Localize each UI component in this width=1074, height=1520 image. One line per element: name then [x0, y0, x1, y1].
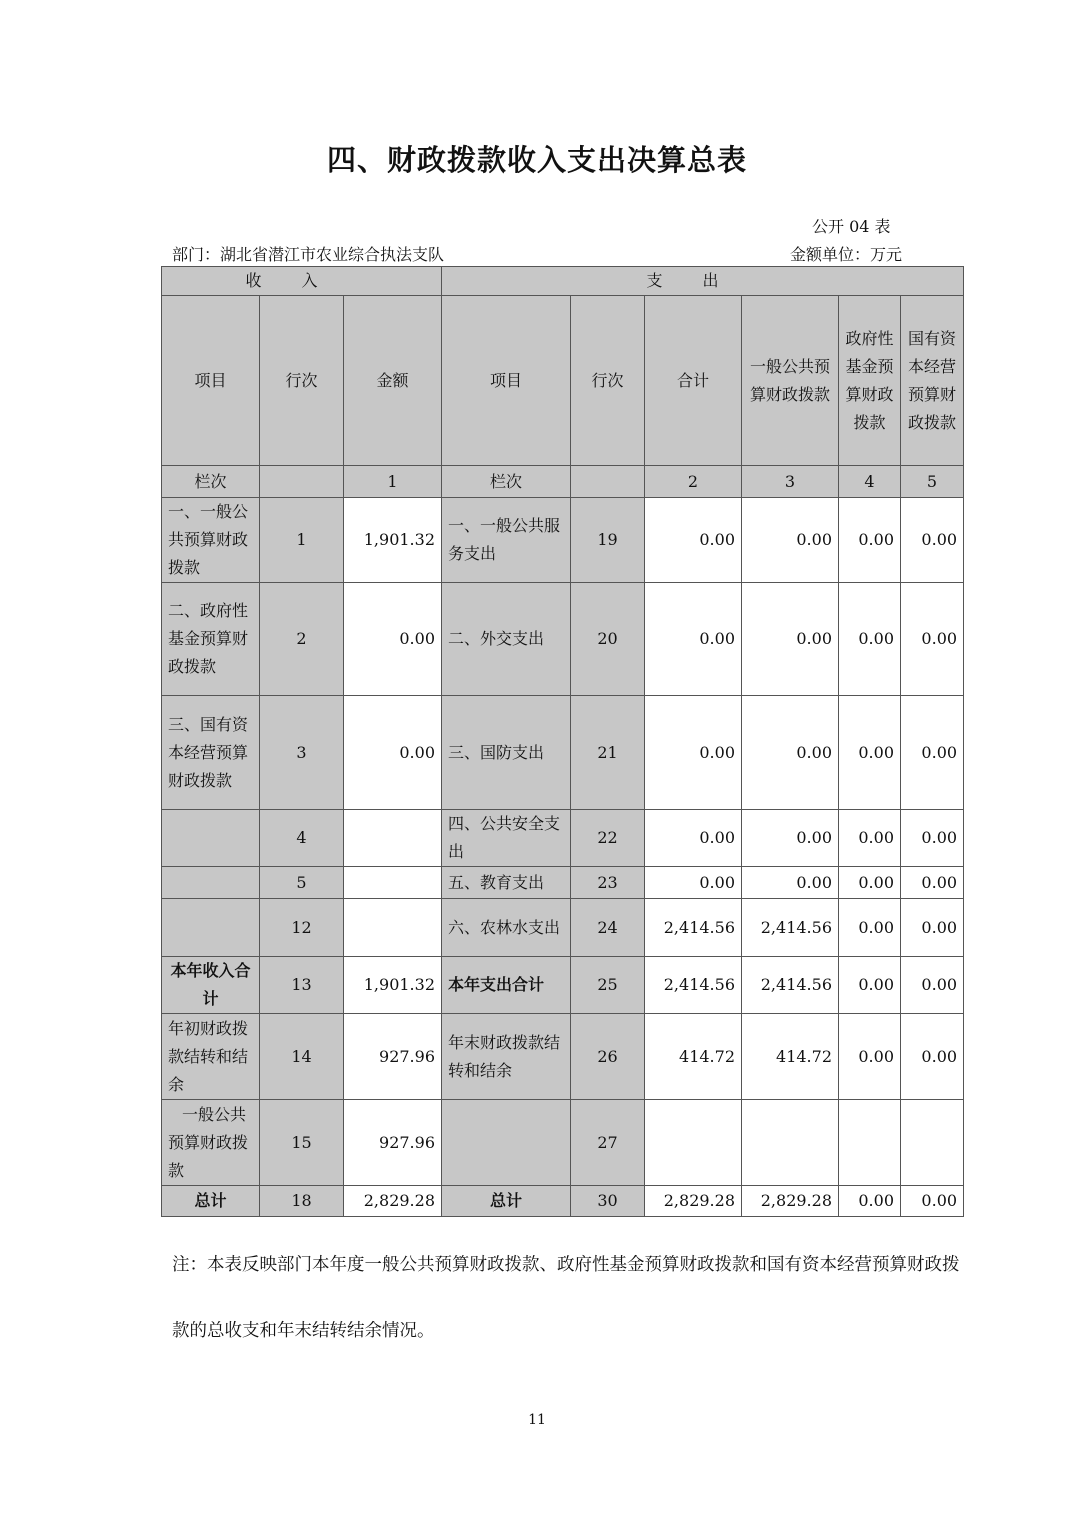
expense-gov-fund: 0.00	[839, 1186, 901, 1217]
col-5: 5	[901, 466, 964, 498]
expense-gov-fund: 0.00	[839, 583, 901, 696]
income-row-no: 5	[260, 867, 344, 899]
expense-state-capital: 0.00	[901, 867, 964, 899]
expense-total: 2,414.56	[645, 899, 742, 957]
income-item: 总计	[162, 1186, 260, 1217]
col-empty-2	[571, 466, 645, 498]
expense-state-capital: 0.00	[901, 498, 964, 583]
form-code: 公开 04 表	[812, 217, 891, 236]
income-row-no: 2	[260, 583, 344, 696]
income-amount: 927.96	[344, 1014, 442, 1100]
expense-item: 总计	[442, 1186, 571, 1217]
expense-state-capital: 0.00	[901, 810, 964, 867]
income-row-no: 3	[260, 696, 344, 810]
col-label: 栏次	[162, 466, 260, 498]
expense-row-no: 23	[571, 867, 645, 899]
expense-total: 0.00	[645, 810, 742, 867]
income-item	[162, 867, 260, 899]
expense-row-no: 30	[571, 1186, 645, 1217]
income-item: 三、国有资本经营预算财政拨款	[162, 696, 260, 810]
income-row-no: 4	[260, 810, 344, 867]
table-row	[162, 957, 964, 1014]
expense-item: 本年支出合计	[442, 957, 571, 1014]
expense-item: 一、一般公共服务支出	[442, 498, 571, 583]
income-item: 一、一般公共预算财政拨款	[162, 498, 260, 583]
col-4: 4	[839, 466, 901, 498]
expense-gov-fund: 0.00	[839, 1014, 901, 1100]
header-state-capital: 国有资本经营预算财政拨款	[901, 296, 964, 466]
table-row	[162, 498, 964, 583]
income-item	[162, 899, 260, 957]
expense-total: 0.00	[645, 498, 742, 583]
expense-state-capital	[901, 1100, 964, 1186]
income-item: 本年收入合计	[162, 957, 260, 1014]
expense-gov-fund: 0.00	[839, 810, 901, 867]
table-row	[162, 1186, 964, 1217]
header-general: 一般公共预算财政拨款	[742, 296, 839, 466]
income-amount	[344, 867, 442, 899]
income-amount	[344, 810, 442, 867]
expense-total	[645, 1100, 742, 1186]
expense-row-no: 26	[571, 1014, 645, 1100]
expense-total: 0.00	[645, 696, 742, 810]
header-gov-fund: 政府性基金预算财政拨款	[839, 296, 901, 466]
expense-row-no: 21	[571, 696, 645, 810]
col-label-2: 栏次	[442, 466, 571, 498]
header-exp-row-no: 行次	[571, 296, 645, 466]
expense-general: 2,414.56	[742, 957, 839, 1014]
col-2: 2	[645, 466, 742, 498]
header-exp-item: 项目	[442, 296, 571, 466]
income-section-header: 收入	[162, 267, 442, 296]
income-item: 二、政府性基金预算财政拨款	[162, 583, 260, 696]
expense-item: 年末财政拨款结转和结余	[442, 1014, 571, 1100]
table-row	[162, 867, 964, 899]
expense-general: 0.00	[742, 867, 839, 899]
page-title: 四、财政拨款收入支出决算总表	[326, 143, 747, 177]
expense-item: 六、农林水支出	[442, 899, 571, 957]
expense-general	[742, 1100, 839, 1186]
income-item: 年初财政拨款结转和结余	[162, 1014, 260, 1100]
income-amount: 1,901.32	[344, 957, 442, 1014]
expense-row-no: 24	[571, 899, 645, 957]
income-amount: 0.00	[344, 696, 442, 810]
col-empty	[260, 466, 344, 498]
expense-total: 2,414.56	[645, 957, 742, 1014]
expense-total: 2,829.28	[645, 1186, 742, 1217]
expense-total: 414.72	[645, 1014, 742, 1100]
expense-item	[442, 1100, 571, 1186]
table-row	[162, 696, 964, 810]
expense-item: 五、教育支出	[442, 867, 571, 899]
appropriation-summary-table	[161, 266, 964, 1217]
header-amount: 金额	[344, 296, 442, 466]
expense-row-no: 25	[571, 957, 645, 1014]
expense-gov-fund: 0.00	[839, 696, 901, 810]
expense-item: 三、国防支出	[442, 696, 571, 810]
expense-state-capital: 0.00	[901, 1186, 964, 1217]
table-row	[162, 1100, 964, 1186]
header-total: 合计	[645, 296, 742, 466]
expense-row-no: 20	[571, 583, 645, 696]
table-note: 注：本表反映部门本年度一般公共预算财政拨款、政府性基金预算财政拨款和国有资本经营预算财政拨款的总收支和年末结转结余情况。	[172, 1255, 960, 1341]
expense-general: 0.00	[742, 696, 839, 810]
income-amount: 927.96	[344, 1100, 442, 1186]
income-item: 一般公共预算财政拨款	[162, 1100, 260, 1186]
expense-row-no: 22	[571, 810, 645, 867]
expense-item: 二、外交支出	[442, 583, 571, 696]
income-row-no: 18	[260, 1186, 344, 1217]
expense-gov-fund: 0.00	[839, 957, 901, 1014]
expense-state-capital: 0.00	[901, 583, 964, 696]
header-row-no: 行次	[260, 296, 344, 466]
header-item: 项目	[162, 296, 260, 466]
expense-general: 0.00	[742, 498, 839, 583]
expense-gov-fund: 0.00	[839, 867, 901, 899]
income-row-no: 15	[260, 1100, 344, 1186]
expense-total: 0.00	[645, 583, 742, 696]
expense-general: 0.00	[742, 583, 839, 696]
expense-section-header: 支出	[442, 267, 964, 296]
expense-gov-fund	[839, 1100, 901, 1186]
expense-general: 0.00	[742, 810, 839, 867]
col-1: 1	[344, 466, 442, 498]
expense-row-no: 19	[571, 498, 645, 583]
table-row	[162, 899, 964, 957]
expense-state-capital: 0.00	[901, 1014, 964, 1100]
expense-item: 四、公共安全支出	[442, 810, 571, 867]
department-label: 部门：湖北省潜江市农业综合执法支队	[172, 245, 445, 264]
income-row-no: 1	[260, 498, 344, 583]
table-row	[162, 1014, 964, 1100]
income-row-no: 12	[260, 899, 344, 957]
col-3: 3	[742, 466, 839, 498]
expense-general: 414.72	[742, 1014, 839, 1100]
page-number: 11	[528, 1412, 546, 1428]
unit-label: 金额单位：万元	[790, 245, 903, 264]
income-row-no: 14	[260, 1014, 344, 1100]
expense-general: 2,414.56	[742, 899, 839, 957]
income-item	[162, 810, 260, 867]
expense-state-capital: 0.00	[901, 696, 964, 810]
income-row-no: 13	[260, 957, 344, 1014]
income-amount: 2,829.28	[344, 1186, 442, 1217]
income-amount: 1,901.32	[344, 498, 442, 583]
table-row	[162, 810, 964, 867]
income-amount	[344, 899, 442, 957]
expense-gov-fund: 0.00	[839, 498, 901, 583]
expense-total: 0.00	[645, 867, 742, 899]
income-amount: 0.00	[344, 583, 442, 696]
expense-row-no: 27	[571, 1100, 645, 1186]
expense-general: 2,829.28	[742, 1186, 839, 1217]
table-row	[162, 583, 964, 696]
expense-state-capital: 0.00	[901, 899, 964, 957]
expense-gov-fund: 0.00	[839, 899, 901, 957]
expense-state-capital: 0.00	[901, 957, 964, 1014]
